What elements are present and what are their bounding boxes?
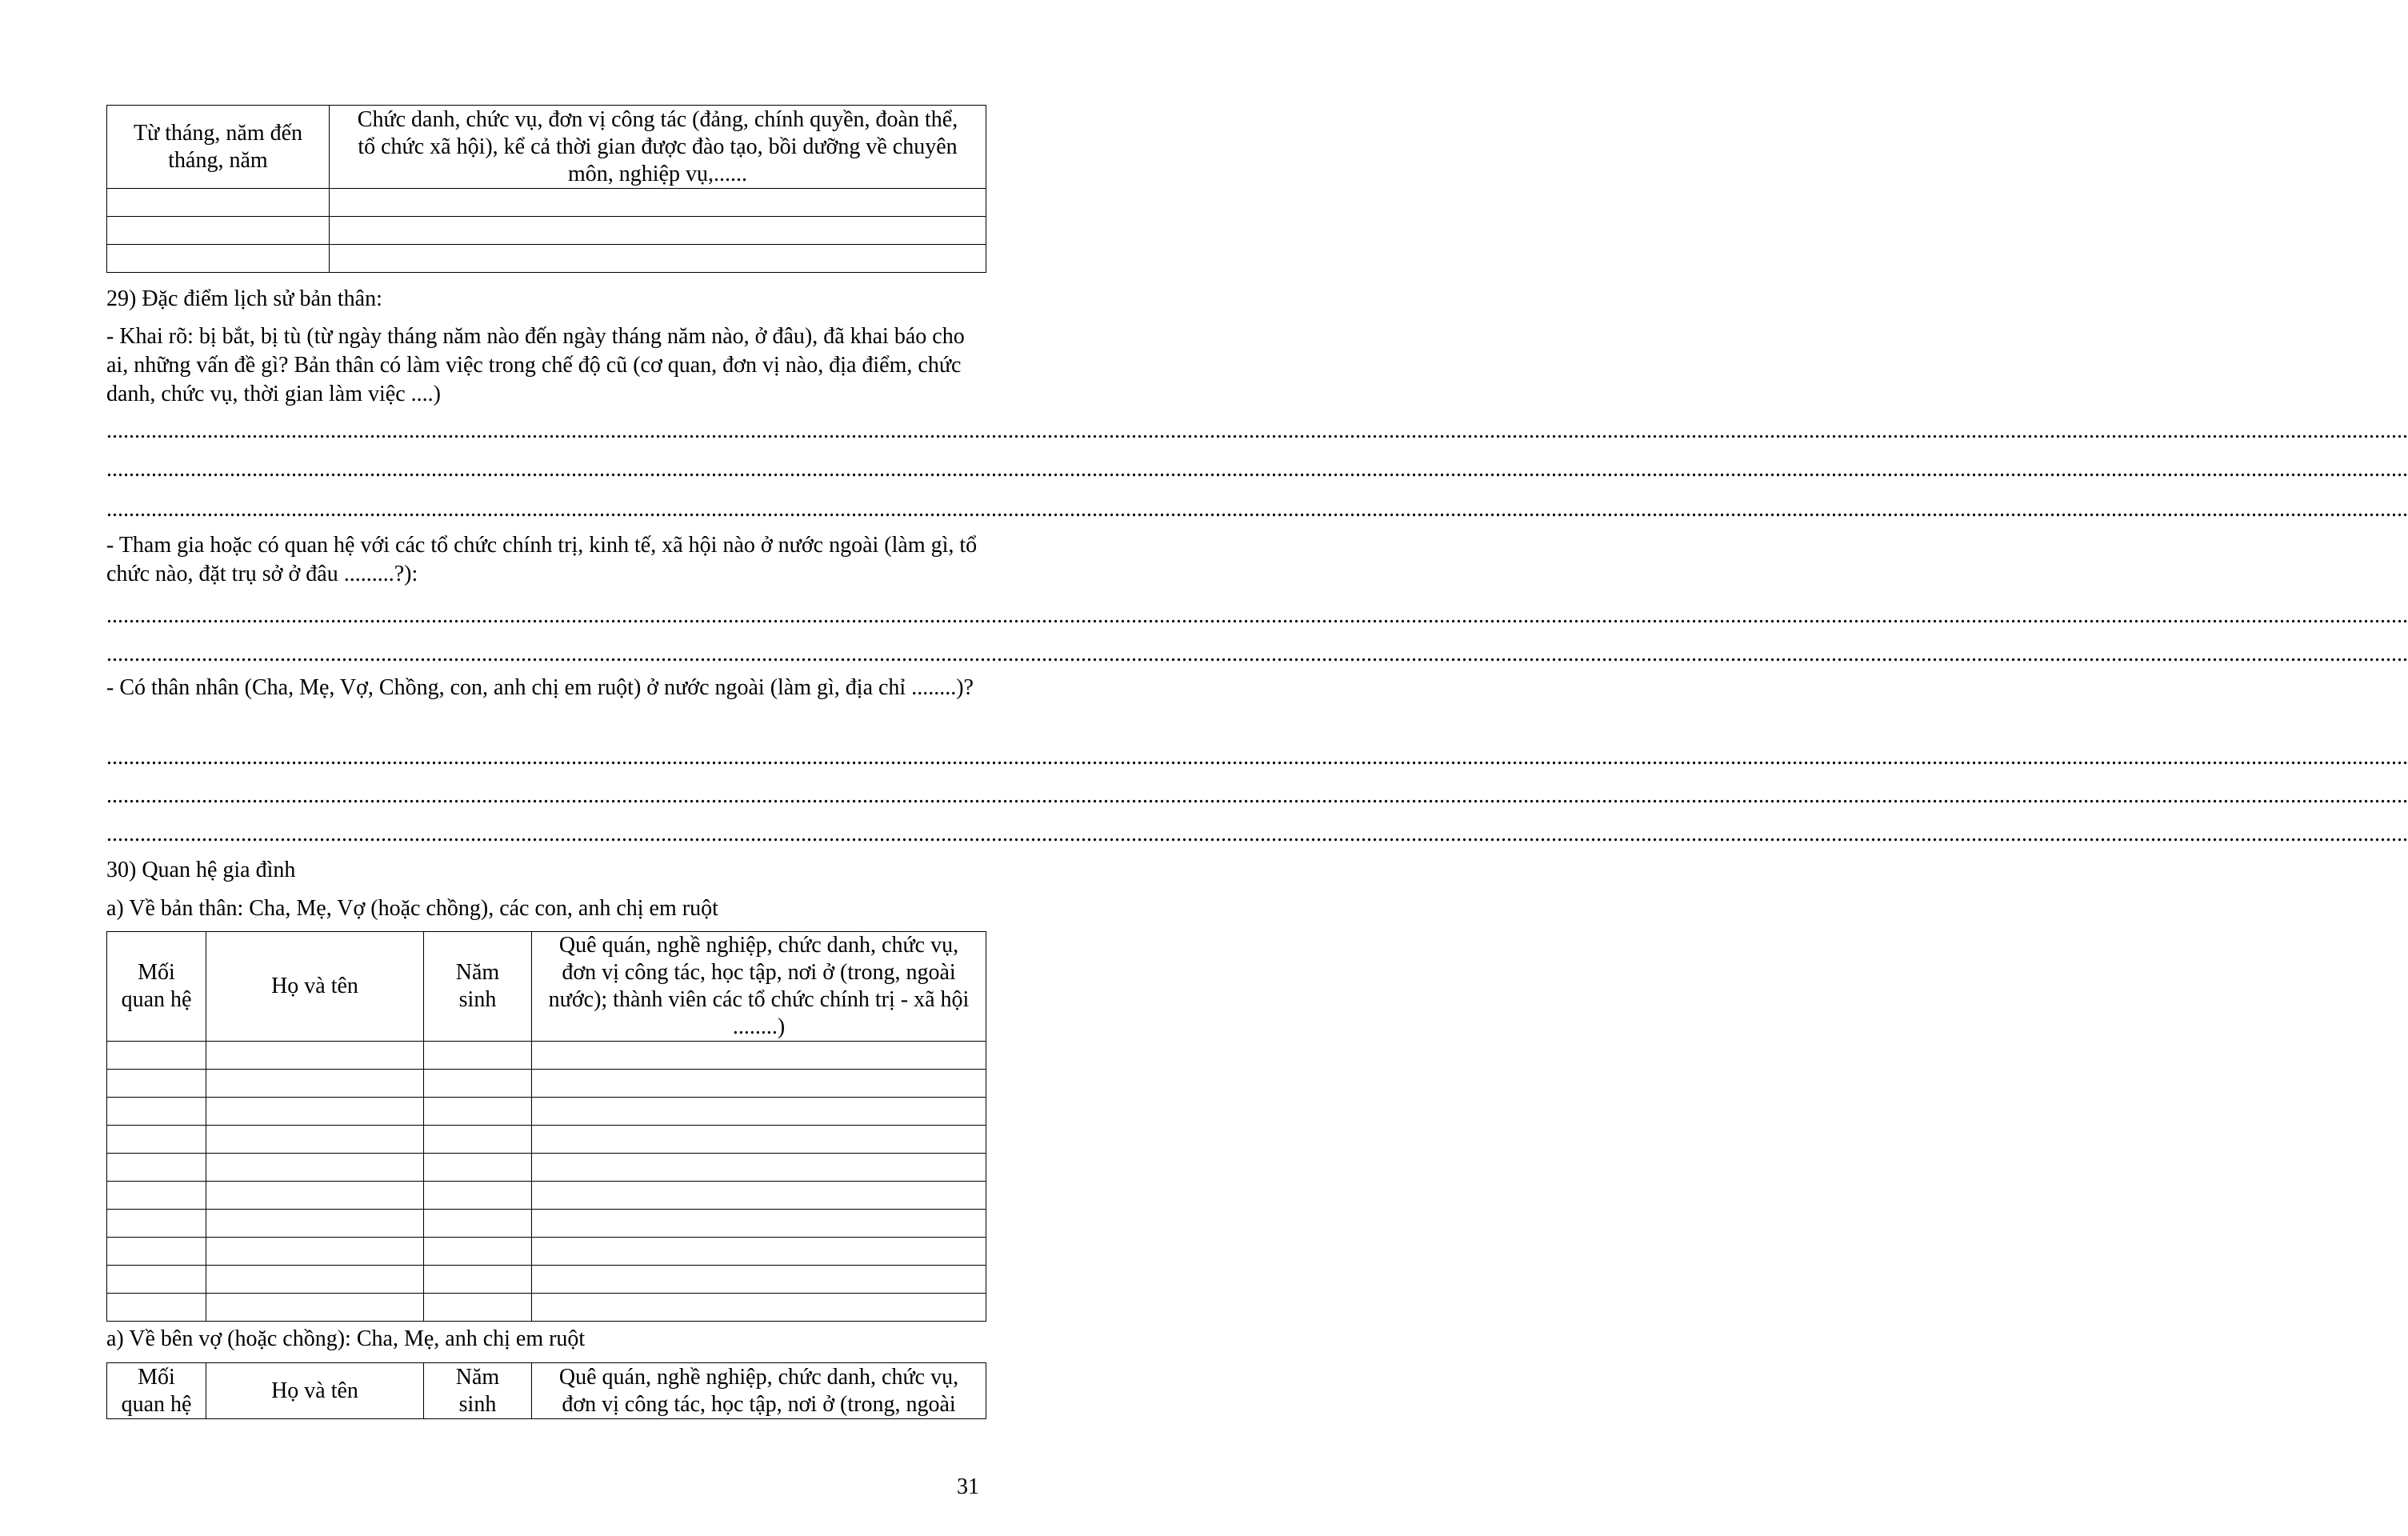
table-cell[interactable]: [107, 1098, 206, 1126]
table-header-row: [107, 106, 986, 189]
table-cell[interactable]: [330, 217, 986, 245]
table-header-row: [107, 1363, 986, 1419]
table-cell[interactable]: [532, 1238, 986, 1266]
table-row: [107, 1098, 986, 1126]
fill-line[interactable]: ...........................................................................................................................................................................................................................................................................................................................................................................................................................: [106, 603, 2408, 628]
table-cell[interactable]: [107, 245, 330, 273]
table-cell[interactable]: [532, 1182, 986, 1210]
family-table: [106, 931, 986, 1322]
table-cell[interactable]: [330, 245, 986, 273]
table-row: [107, 1294, 986, 1322]
section-29-item-2: - Tham gia hoặc có quan hệ với các tổ chức chính trị, kinh tế, xã hội nào ở nước ngoài (làm gì, tổ chức nào, đặt trụ sở ở đâu .........?):: [106, 533, 978, 586]
table-cell[interactable]: [206, 1266, 424, 1294]
table-cell[interactable]: [424, 1126, 532, 1154]
fill-line[interactable]: ...........................................................................................................................................................................................................................................................................................................................................................................................................................: [106, 783, 2408, 808]
table-row: [107, 245, 986, 273]
table-header-row: [107, 932, 986, 1042]
table-cell[interactable]: [206, 1126, 424, 1154]
table-cell[interactable]: [107, 1294, 206, 1322]
table-cell[interactable]: [107, 217, 330, 245]
table-cell[interactable]: [424, 1266, 532, 1294]
table-cell[interactable]: [532, 1294, 986, 1322]
col-header-name: Họ và tên: [206, 932, 424, 1042]
table-cell[interactable]: [206, 1182, 424, 1210]
table-cell[interactable]: [206, 1154, 424, 1182]
col-header-birth-year: Năm sinh: [424, 1363, 532, 1419]
table-row: [107, 1266, 986, 1294]
table-cell[interactable]: [424, 1154, 532, 1182]
table-cell[interactable]: [206, 1098, 424, 1126]
fill-line[interactable]: ...........................................................................................................................................................................................................................................................................................................................................................................................................................: [106, 745, 2408, 770]
table-cell[interactable]: [107, 1126, 206, 1154]
table-cell[interactable]: [424, 1238, 532, 1266]
table-row: [107, 1042, 986, 1070]
section-29-item-1: - Khai rõ: bị bắt, bị tù (từ ngày tháng năm nào đến ngày tháng năm nào, ở đâu), đã khai báo cho ai, những vấn đề gì? Bản thân có làm việc trong chế độ cũ (cơ quan, đơn vị nào, địa điểm, chức danh, chức vụ, thời gian làm việc ....): [106, 324, 965, 406]
table-cell[interactable]: [424, 1042, 532, 1070]
table-row: [107, 1126, 986, 1154]
table-cell[interactable]: [532, 1070, 986, 1098]
table-cell[interactable]: [107, 189, 330, 217]
table-row: [107, 1210, 986, 1238]
table-cell[interactable]: [424, 1070, 532, 1098]
table-cell[interactable]: [206, 1238, 424, 1266]
table-cell[interactable]: [107, 1070, 206, 1098]
col-header-relation: Mối quan hệ: [107, 1363, 206, 1419]
table-cell[interactable]: [424, 1098, 532, 1126]
col-header-details: Quê quán, nghề nghiệp, chức danh, chức vụ, đơn vị công tác, học tập, nơi ở (trong, ngoài nước); thành viên các tổ chức chính trị - xã hội ........): [532, 932, 986, 1042]
fill-line[interactable]: ...........................................................................................................................................................................................................................................................................................................................................................................................................................: [106, 457, 2408, 482]
table-row: [107, 1238, 986, 1266]
fill-line[interactable]: ...........................................................................................................................................................................................................................................................................................................................................................................................................................: [106, 822, 2408, 846]
table-cell[interactable]: [424, 1182, 532, 1210]
table-row: [107, 1154, 986, 1182]
table-cell[interactable]: [330, 189, 986, 217]
table-cell[interactable]: [107, 1210, 206, 1238]
col-header-details: Quê quán, nghề nghiệp, chức danh, chức vụ, đơn vị công tác, học tập, nơi ở (trong, ngoài: [532, 1363, 986, 1419]
fill-line[interactable]: ...........................................................................................................................................................................................................................................................................................................................................................................................................................: [106, 642, 2408, 666]
col-header-period: Từ tháng, năm đến tháng, năm: [107, 106, 330, 189]
table-row: [107, 189, 986, 217]
table-cell[interactable]: [206, 1042, 424, 1070]
table-cell[interactable]: [107, 1154, 206, 1182]
table-cell[interactable]: [206, 1210, 424, 1238]
table-cell[interactable]: [532, 1042, 986, 1070]
table-row: [107, 1182, 986, 1210]
fill-line[interactable]: ...........................................................................................................................................................................................................................................................................................................................................................................................................................: [106, 418, 2408, 443]
table-cell[interactable]: [424, 1210, 532, 1238]
col-header-name: Họ và tên: [206, 1363, 424, 1419]
section-30-sub-a: a) Về bản thân: Cha, Mẹ, Vợ (hoặc chồng), các con, anh chị em ruột: [106, 896, 718, 921]
page-number: 31: [957, 1474, 979, 1499]
table-cell[interactable]: [107, 1266, 206, 1294]
work-history-table: [106, 105, 986, 273]
table-cell[interactable]: [532, 1098, 986, 1126]
section-29-item-3: - Có thân nhân (Cha, Mẹ, Vợ, Chồng, con, anh chị em ruột) ở nước ngoài (làm gì, địa chỉ ........)?: [106, 675, 974, 700]
table-cell[interactable]: [532, 1126, 986, 1154]
table-cell[interactable]: [107, 1238, 206, 1266]
spouse-family-table: [106, 1362, 986, 1419]
section-30-sub-b: a) Về bên vợ (hoặc chồng): Cha, Mẹ, anh chị em ruột: [106, 1326, 586, 1351]
table-cell[interactable]: [532, 1210, 986, 1238]
table-cell[interactable]: [532, 1266, 986, 1294]
table-cell[interactable]: [206, 1070, 424, 1098]
table-row: [107, 1070, 986, 1098]
table-cell[interactable]: [206, 1294, 424, 1322]
col-header-birth-year: Năm sinh: [424, 932, 532, 1042]
fill-line[interactable]: ...........................................................................................................................................................................................................................................................................................................................................................................................................................: [106, 497, 2408, 522]
table-cell[interactable]: [107, 1182, 206, 1210]
table-cell[interactable]: [532, 1154, 986, 1182]
section-29-title: 29) Đặc điểm lịch sử bản thân:: [106, 286, 382, 311]
table-cell[interactable]: [424, 1294, 532, 1322]
table-row: [107, 217, 986, 245]
col-header-position: Chức danh, chức vụ, đơn vị công tác (đảng, chính quyền, đoàn thể, tổ chức xã hội), kể cả thời gian được đào tạo, bồi dưỡng về chuyên môn, nghiệp vụ,......: [330, 106, 986, 189]
section-30-title: 30) Quan hệ gia đình: [106, 858, 296, 882]
col-header-relation: Mối quan hệ: [107, 932, 206, 1042]
table-cell[interactable]: [107, 1042, 206, 1070]
